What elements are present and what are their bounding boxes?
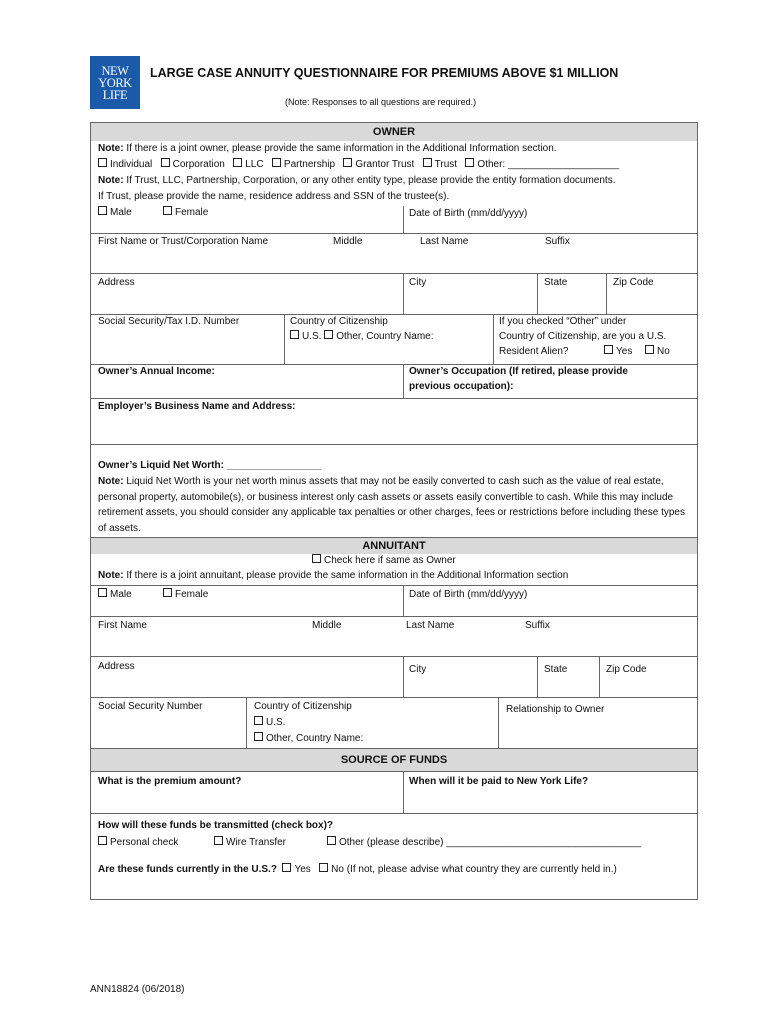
checkbox-icon[interactable] (423, 158, 432, 167)
owner-dob-field[interactable]: Date of Birth (mm/dd/yyyy) (409, 208, 528, 219)
checkbox-icon[interactable] (98, 206, 107, 215)
owner-address-field[interactable]: Address (98, 277, 135, 288)
annuitant-suffix-field[interactable]: Suffix (525, 620, 550, 631)
checkbox-icon[interactable] (645, 345, 654, 354)
owner-middle-field[interactable]: Middle (333, 236, 363, 247)
annuitant-last-name-field[interactable]: Last Name (406, 620, 455, 631)
checkbox-icon[interactable] (465, 158, 474, 167)
owner-resident-no[interactable]: No (645, 345, 670, 359)
annuitant-zip-field[interactable]: Zip Code (606, 664, 647, 675)
checkbox-icon[interactable] (254, 732, 263, 741)
new-york-life-logo: NEW YORK LIFE (90, 56, 140, 109)
premium-amount-field[interactable]: What is the premium amount? (98, 776, 242, 787)
checkbox-icon[interactable] (163, 206, 172, 215)
owner-entity-note: Note: If Trust, LLC, Partnership, Corporation, or any other entity type, please provide the entity formation documents. (98, 175, 616, 186)
annuitant-male-option[interactable]: Male (98, 588, 132, 602)
annuitant-female-option[interactable]: Female (163, 588, 208, 602)
annuitant-dob-field[interactable]: Date of Birth (mm/dd/yyyy) (409, 589, 528, 600)
entity-grantor-trust[interactable]: Grantor Trust (343, 159, 414, 170)
annuitant-address-field[interactable]: Address (98, 661, 135, 672)
funds-in-us-yes[interactable]: Yes (282, 864, 310, 875)
owner-resident-question-3: Resident Alien? (499, 346, 569, 357)
funds-in-us-row: Are these funds currently in the U.S.? Yes No (If not, please advise what country they are currently held in.) (98, 864, 617, 875)
checkbox-icon[interactable] (319, 863, 328, 872)
owner-female-option[interactable]: Female (163, 206, 208, 220)
entity-partnership[interactable]: Partnership (272, 159, 335, 170)
checkbox-icon[interactable] (163, 588, 172, 597)
owner-occupation-field-line2: previous occupation): (409, 381, 514, 392)
wire-transfer-option[interactable]: Wire Transfer (214, 836, 286, 850)
owner-citizenship-other[interactable]: Other, Country Name: (324, 331, 433, 342)
checkbox-icon[interactable] (98, 158, 107, 167)
checkbox-icon[interactable] (254, 716, 263, 725)
payment-date-field[interactable]: When will it be paid to New York Life? (409, 776, 589, 787)
owner-resident-question-2: Country of Citizenship, are you a U.S. (499, 331, 667, 342)
personal-check-option[interactable]: Personal check (98, 836, 178, 850)
checkbox-icon[interactable] (290, 330, 299, 339)
annuitant-relationship-field[interactable]: Relationship to Owner (506, 704, 605, 715)
owner-occupation-field[interactable]: Owner’s Occupation (If retired, please provide (409, 366, 628, 377)
owner-ssn-field[interactable]: Social Security/Tax I.D. Number (98, 316, 240, 327)
owner-section-header: OWNER (91, 123, 697, 141)
checkbox-icon[interactable] (214, 836, 223, 845)
owner-citizenship-label: Country of Citizenship (290, 316, 388, 327)
checkbox-icon[interactable] (343, 158, 352, 167)
annuitant-city-field[interactable]: City (409, 664, 427, 675)
checkbox-icon[interactable] (272, 158, 281, 167)
checkbox-icon[interactable] (161, 158, 170, 167)
checkbox-icon[interactable] (604, 345, 613, 354)
owner-resident-question-1: If you checked “Other” under (499, 316, 627, 327)
owner-entity-type-row (98, 158, 619, 172)
annuitant-state-field[interactable]: State (544, 664, 568, 675)
checkbox-icon[interactable] (327, 836, 336, 845)
annuitant-first-name-field[interactable]: First Name (98, 620, 147, 631)
net-worth-note: Note: Liquid Net Worth is your net worth minus assets that may not be easily converted to cash such as the value of real estate, personal property, automobile(s), or business interest only cash assets or assets easily convertible to cash. While this may include retirement assets, you should consider any applicable tax penalties or other charges, fees or restrictions before including these types of assets. (98, 476, 685, 534)
checkbox-icon[interactable] (282, 863, 291, 872)
owner-citizenship-us[interactable]: U.S. (290, 331, 321, 342)
owner-trust-note: If Trust, please provide the name, residence address and SSN of the trustee(s). (98, 191, 450, 202)
entity-other[interactable]: Other: ____________________ (465, 159, 619, 170)
checkbox-icon[interactable] (324, 330, 333, 339)
annuitant-citizenship-us[interactable]: U.S. (254, 716, 285, 730)
same-as-owner-checkbox[interactable]: Check here if same as Owner (312, 554, 456, 568)
owner-joint-note: Note: If there is a joint owner, please provide the same information in the Additional Information section. (98, 143, 557, 154)
owner-male-option[interactable]: Male (98, 206, 132, 220)
owner-city-field[interactable]: City (409, 277, 427, 288)
owner-annual-income-field[interactable]: Owner’s Annual Income: (98, 366, 215, 377)
owner-resident-yes[interactable]: Yes (604, 345, 632, 359)
annuitant-section-header: ANNUITANT (91, 537, 697, 554)
page-title: LARGE CASE ANNUITY QUESTIONNAIRE FOR PREMIUMS ABOVE $1 MILLION (150, 66, 619, 80)
entity-corporation[interactable]: Corporation (161, 159, 225, 170)
owner-state-field[interactable]: State (544, 277, 568, 288)
checkbox-icon[interactable] (233, 158, 242, 167)
owner-zip-field[interactable]: Zip Code (613, 277, 654, 288)
annuitant-citizenship-label: Country of Citizenship (254, 701, 352, 712)
checkbox-icon[interactable] (312, 554, 321, 563)
entity-trust[interactable]: Trust (423, 159, 457, 170)
owner-suffix-field[interactable]: Suffix (545, 236, 570, 247)
owner-net-worth-field[interactable]: Owner’s Liquid Net Worth: _________________ (98, 460, 322, 471)
annuitant-middle-field[interactable]: Middle (312, 620, 342, 631)
entity-individual[interactable]: Individual (98, 159, 152, 170)
annuitant-ssn-field[interactable]: Social Security Number (98, 701, 203, 712)
required-note: (Note: Responses to all questions are required.) (285, 97, 477, 107)
source-of-funds-header: SOURCE OF FUNDS (91, 748, 697, 772)
entity-llc[interactable]: LLC (233, 159, 263, 170)
funds-in-us-no[interactable]: No (If not, please advise what country they are currently held in.) (319, 864, 617, 875)
questionnaire-form (90, 122, 698, 900)
owner-last-name-field[interactable]: Last Name (420, 236, 469, 247)
other-transfer-option[interactable]: Other (please describe) ___________________________________ (327, 836, 641, 850)
annuitant-joint-note: Note: If there is a joint annuitant, please provide the same information in the Additional Information section (98, 570, 569, 581)
checkbox-icon[interactable] (98, 836, 107, 845)
owner-citizenship-options (290, 330, 434, 344)
owner-employer-field[interactable]: Employer’s Business Name and Address: (98, 401, 296, 412)
annuitant-citizenship-other[interactable]: Other, Country Name: (254, 732, 363, 746)
transmission-question: How will these funds be transmitted (check box)? (98, 820, 334, 831)
checkbox-icon[interactable] (98, 588, 107, 597)
owner-first-name-field[interactable]: First Name or Trust/Corporation Name (98, 236, 269, 247)
form-number: ANN18824 (06/2018) (90, 984, 185, 995)
